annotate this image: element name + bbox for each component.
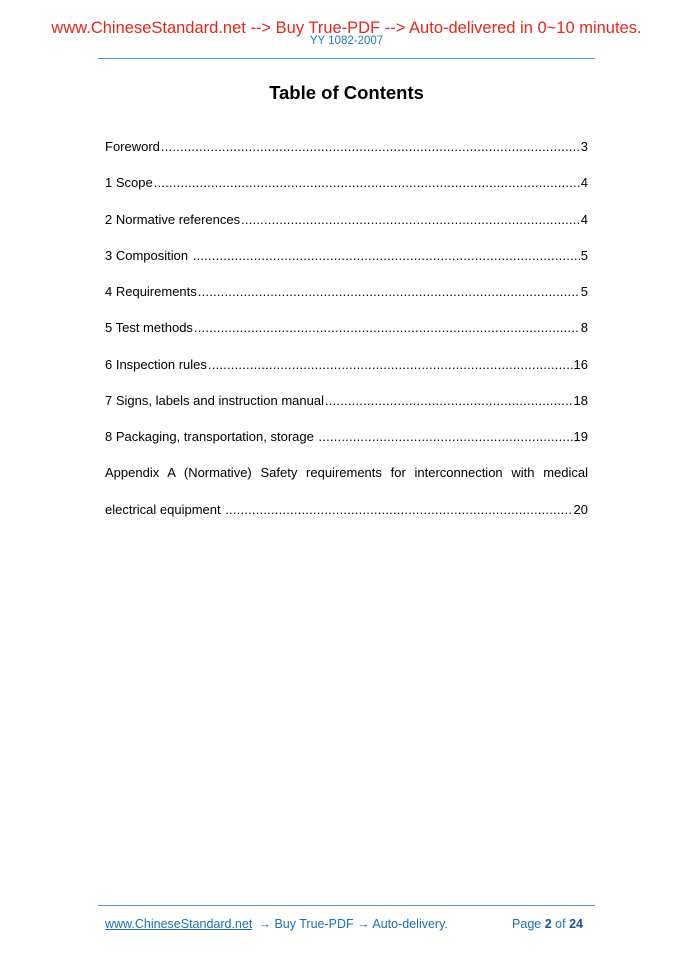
- toc-entry-scope[interactable]: [105, 174, 588, 192]
- footer-delivery-text: → Buy True-PDF → Auto-delivery.: [255, 917, 448, 931]
- toc-entry-page: 3: [580, 139, 588, 154]
- toc-leader-dots: [161, 138, 580, 156]
- toc-entry-page: 4: [580, 212, 588, 227]
- of-word: of: [555, 917, 566, 931]
- toc-entry-label: Foreword: [105, 139, 160, 154]
- page-word: Page: [512, 917, 542, 931]
- toc-leader-dots: [208, 356, 573, 374]
- page-number: [512, 915, 583, 933]
- toc-entry-foreword[interactable]: [105, 138, 588, 156]
- toc-entry-requirements[interactable]: [105, 283, 588, 301]
- toc-entry-label: 8 Packaging, transportation, storage: [105, 429, 318, 444]
- toc-entry-label: 2 Normative references: [105, 212, 241, 227]
- toc-entry-inspection-rules[interactable]: [105, 356, 588, 374]
- toc-leader-dots: [318, 428, 572, 446]
- document-code: YY 1082-2007: [309, 35, 384, 47]
- toc-leader-dots: [325, 392, 573, 410]
- toc-entry-page: 19: [573, 429, 588, 444]
- toc-leader-dots: [225, 501, 572, 519]
- toc-entry-label: 3 Composition: [105, 248, 192, 263]
- toc-entry-page: 4: [580, 175, 588, 190]
- header-banner[interactable]: www.ChineseStandard.net --> Buy True-PDF --> Auto-delivered in 0~10 minutes.: [51, 19, 642, 37]
- toc-entry-label: electrical equipment: [105, 502, 225, 517]
- toc-entry-test-methods[interactable]: [105, 319, 588, 337]
- toc-entry-page: 16: [573, 357, 588, 372]
- toc-entry-appendix-a[interactable]: [105, 501, 588, 519]
- toc-entry-label: 7 Signs, labels and instruction manual: [105, 393, 324, 408]
- toc-leader-dots: [241, 211, 580, 229]
- toc-entry-signs-labels[interactable]: [105, 392, 588, 410]
- toc-leader-dots: [193, 247, 580, 265]
- toc-entry-label: 6 Inspection rules: [105, 357, 207, 372]
- toc-entry-label: 1 Scope: [105, 175, 153, 190]
- toc-leader-dots: [198, 283, 580, 301]
- page-total: 24: [569, 917, 583, 931]
- footer-site-link[interactable]: www.ChineseStandard.net: [105, 917, 253, 931]
- footer-divider: [98, 905, 595, 906]
- toc-entry-page: 20: [573, 502, 588, 517]
- toc-entry-label: 5 Test methods: [105, 320, 193, 335]
- toc-entry-page: 8: [580, 320, 588, 335]
- page-current: 2: [544, 917, 552, 931]
- toc-entry-label: 4 Requirements: [105, 284, 197, 299]
- toc-leader-dots: [194, 319, 580, 337]
- header-divider: [98, 58, 595, 59]
- page-title: Table of Contents: [269, 82, 424, 103]
- toc-entry-page: 18: [573, 393, 588, 408]
- toc-leader-dots: [154, 174, 580, 192]
- toc-entry-page: 5: [580, 248, 588, 263]
- toc-entry-normative-references[interactable]: [105, 211, 588, 229]
- toc-entry-appendix-a-line1[interactable]: Appendix A (Normative) Safety requirements for interconnection with medical: [105, 465, 588, 480]
- page-footer: [105, 915, 588, 933]
- toc-entry-composition[interactable]: [105, 247, 588, 265]
- toc-entry-page: 5: [580, 284, 588, 299]
- toc-entry-packaging[interactable]: [105, 428, 588, 446]
